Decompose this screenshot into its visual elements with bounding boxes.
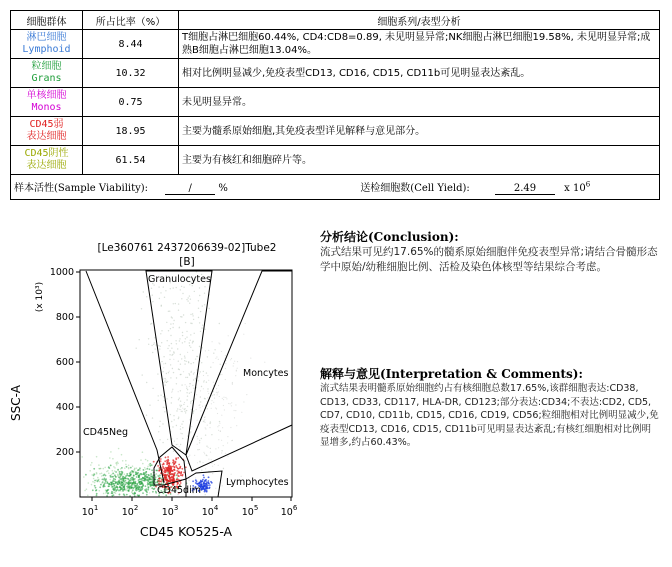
population-cell [11, 117, 83, 146]
population-cell [11, 88, 83, 117]
population-cell [11, 59, 83, 88]
yield-label: 送检细胞数(Cell Yield): [360, 183, 470, 194]
gate-label-cd45dim: CD45dim [157, 485, 201, 496]
population-cell [11, 30, 83, 59]
y-axis-ticks [50, 267, 80, 458]
phenotype-cell: 相对比例明显减少,免疫表型CD13, CD16, CD15, CD11b可见明显表达紊乱。 [179, 59, 660, 88]
interpretation-text: 流式结果表明髓系原始细胞约占有核细胞总数17.65%,该群细胞表达:CD38, CD13, CD33, CD117, HLA-DR, CD123;部分表达:CD34;不表达:CD2, CD5, CD7, CD10, CD11b, CD15, CD16, CD19, CD56;粒细胞相对比例明显减少,免疫表型CD13, CD16, CD15, CD11b可见明显表达紊乱;有核红细胞相对比例明显增多,约占60.43%。 [320, 383, 659, 448]
gate-label-moncytes: Moncytes [243, 368, 289, 379]
y-axis-unit: (x 10³) [35, 281, 45, 313]
population-subname: Monos [31, 102, 62, 113]
x-tick-label: $10^2$ [121, 504, 139, 518]
event-dots [81, 271, 265, 497]
yield-unit: x 10 [564, 183, 586, 194]
viability-label: 样本活性(Sample Viability): [14, 183, 149, 194]
population-table [10, 10, 660, 200]
y-tick-label: 200 [55, 447, 74, 458]
gate-cd45neg-boundary [86, 271, 164, 483]
table-row [11, 88, 660, 117]
viability-unit: % [218, 183, 228, 194]
population-subname: 表达细胞 [26, 131, 67, 142]
gate-label-granulocytes: Granulocytes [148, 274, 211, 285]
table-header-row [11, 11, 660, 30]
phenotype-cell: 主要为髓系原始细胞,其免疫表型详见解释与意见部分。 [179, 117, 660, 146]
scatter-plot-svg [0, 235, 310, 563]
y-axis-label: SSC-A [9, 385, 23, 421]
population-name: 单核细胞 [26, 90, 67, 101]
viability-value: / [165, 183, 215, 195]
sample-info-cell [11, 175, 660, 200]
conclusion-title: 分析结论(Conclusion): [320, 230, 459, 244]
table-row [11, 117, 660, 146]
population-name: 淋巴细胞 [26, 32, 67, 43]
population-subname: 表达细胞 [26, 160, 67, 171]
percentage-cell: 0.75 [83, 88, 179, 117]
gate-label-lymphocytes: Lymphocytes [226, 477, 289, 488]
interpretation-title: 解释与意见(Interpretation & Comments): [320, 367, 583, 381]
plot-title: [Le360761 2437206639-02]Tube2 [97, 242, 277, 254]
yield-exponent: 6 [585, 180, 591, 189]
sample-info-row [11, 175, 660, 200]
y-tick-label: 800 [55, 312, 74, 323]
percentage-cell: 18.95 [83, 117, 179, 146]
percentage-cell: 10.32 [83, 59, 179, 88]
population-name: CD45弱 [29, 119, 64, 130]
population-subname: Grans [31, 73, 62, 84]
plot-frame [80, 270, 292, 497]
x-tick-label: $10^5$ [241, 504, 259, 518]
y-tick-label: 400 [55, 402, 74, 413]
y-tick-label: 600 [55, 357, 74, 368]
phenotype-cell: 主要为有核红和细胞碎片等。 [179, 146, 660, 175]
gate-label-cd45neg: CD45Neg [83, 427, 129, 438]
percentage-cell: 8.44 [83, 30, 179, 59]
table-row [11, 146, 660, 175]
plot-subtitle: [B] [179, 256, 195, 268]
interpretation-section [320, 365, 660, 450]
phenotype-cell: 未见明显异常。 [179, 88, 660, 117]
x-tick-label: $10^4$ [201, 504, 219, 518]
y-tick-label: 1000 [49, 267, 74, 278]
yield-value: 2.49 [495, 183, 555, 195]
x-axis-label: CD45 KO525-A [139, 524, 233, 539]
x-tick-label: $10^6$ [280, 504, 298, 518]
population-name: CD45阴性 [24, 148, 69, 159]
population-cell [11, 146, 83, 175]
percentage-cell: 61.54 [83, 146, 179, 175]
conclusion-text: 流式结果可见约17.65%的髓系原始细胞伴免疫表型异常;请结合骨髓形态学中原始/幼稚细胞比例、活检及染色体核型等结果综合考虑。 [320, 246, 658, 273]
x-axis-ticks [82, 497, 298, 518]
table-row [11, 30, 660, 59]
header-percentage: 所占比率（%） [83, 11, 179, 30]
phenotype-cell: T细胞占淋巴细胞60.44%, CD4:CD8=0.89, 未见明显异常;NK细胞占淋巴细胞19.58%, 未见明显异常;成熟B细胞占淋巴细胞13.04%。 [179, 30, 660, 59]
x-tick-label: $10^3$ [161, 504, 179, 518]
conclusion-section [320, 228, 660, 275]
header-population: 细胞群体 [11, 11, 83, 30]
header-phenotype: 细胞系列/表型分析 [179, 11, 660, 30]
population-name: 粒细胞 [31, 61, 62, 72]
flow-cytometry-plot [0, 235, 310, 563]
population-subname: Lymphoid [22, 44, 71, 55]
x-tick-label: $10^1$ [81, 504, 99, 518]
table-row [11, 59, 660, 88]
